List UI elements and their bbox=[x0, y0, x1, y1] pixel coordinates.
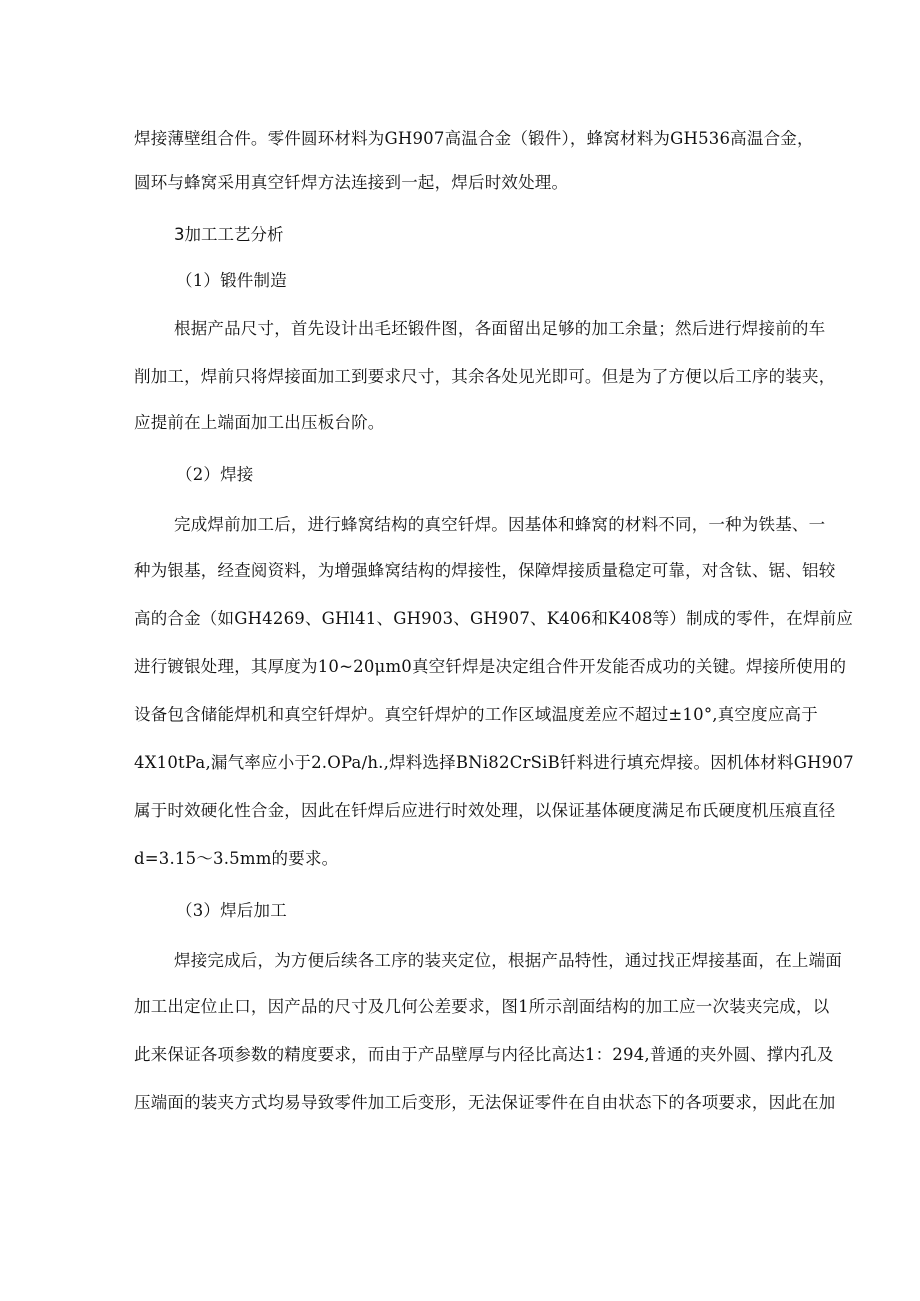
sub3-para-line-2: 加工出定位止口，因产品的尺寸及几何公差要求，图1所示剖面结构的加工应一次装夹完成，以 bbox=[134, 997, 830, 1016]
sub2-para-line-7: 属于时效硬化性合金，因此在钎焊后应进行时效处理，以保证基体硬度满足布氏硬度机压痕直径 bbox=[134, 801, 836, 820]
intro-line-1: 焊接薄壁组合件。零件圆环材料为GH907高温合金（锻件），蜂窝材料为GH536高温合金， bbox=[134, 129, 814, 148]
sub3-para-line-3: 此来保证各项参数的精度要求，而由于产品壁厚与内径比高达1：294,普通的夹外圆、撑内孔及 bbox=[134, 1045, 834, 1064]
sub2-para-line-4: 进行镀银处理，其厚度为10~20μm0真空钎焊是决定组合件开发能否成功的关键。焊接所使用的 bbox=[134, 657, 847, 676]
sub2-para-line-2: 种为银基，经查阅资料，为增强蜂窝结构的焊接性，保障焊接质量稳定可靠，对含钛、锯、铝较 bbox=[134, 561, 836, 580]
sub2-para-line-1: 完成焊前加工后，进行蜂窝结构的真空钎焊。因基体和蜂窝的材料不同，一种为铁基、一 bbox=[174, 515, 826, 534]
section-3-heading: 3加工工艺分析 bbox=[174, 225, 284, 244]
sub2-para-line-5: 设备包含储能焊机和真空钎焊炉。真空钎焊炉的工作区域温度差应不超过±10°,真空度应高于 bbox=[134, 705, 818, 724]
subsection-2-heading: （2）焊接 bbox=[176, 465, 254, 484]
sub3-para-line-4: 压端面的装夹方式均易导致零件加工后变形，无法保证零件在自由状态下的各项要求，因此在加 bbox=[134, 1093, 836, 1112]
sub1-para-line-1: 根据产品尺寸，首先设计出毛坯锻件图，各面留出足够的加工余量；然后进行焊接前的车 bbox=[174, 319, 826, 338]
subsection-3-heading: （3）焊后加工 bbox=[176, 901, 287, 920]
sub2-para-line-3: 高的合金（如GH4269、GHl41、GH903、GH907、K406和K408等）制成的零件，在焊前应 bbox=[134, 609, 854, 628]
intro-line-2: 圆环与蜂窝采用真空钎焊方法连接到一起，焊后时效处理。 bbox=[134, 173, 569, 192]
sub3-para-line-1: 焊接完成后，为方便后续各工序的装夹定位，根据产品特性，通过找正焊接基面，在上端面 bbox=[174, 951, 842, 970]
sub1-para-line-2: 削加工，焊前只将焊接面加工到要求尺寸，其余各处见光即可。但是为了方便以后工序的装夹， bbox=[134, 367, 836, 386]
subsection-1-heading: （1）锻件制造 bbox=[176, 271, 287, 290]
sub2-para-line-8: d=3.15～3.5mm的要求。 bbox=[134, 849, 339, 868]
sub2-para-line-6: 4X10tPa,漏气率应小于2.OPa∕h.,焊料选择BNi82CrSiB钎料进行填充焊接。因机体材料GH907 bbox=[134, 753, 854, 772]
sub1-para-line-3: 应提前在上端面加工出压板台阶。 bbox=[134, 413, 385, 432]
